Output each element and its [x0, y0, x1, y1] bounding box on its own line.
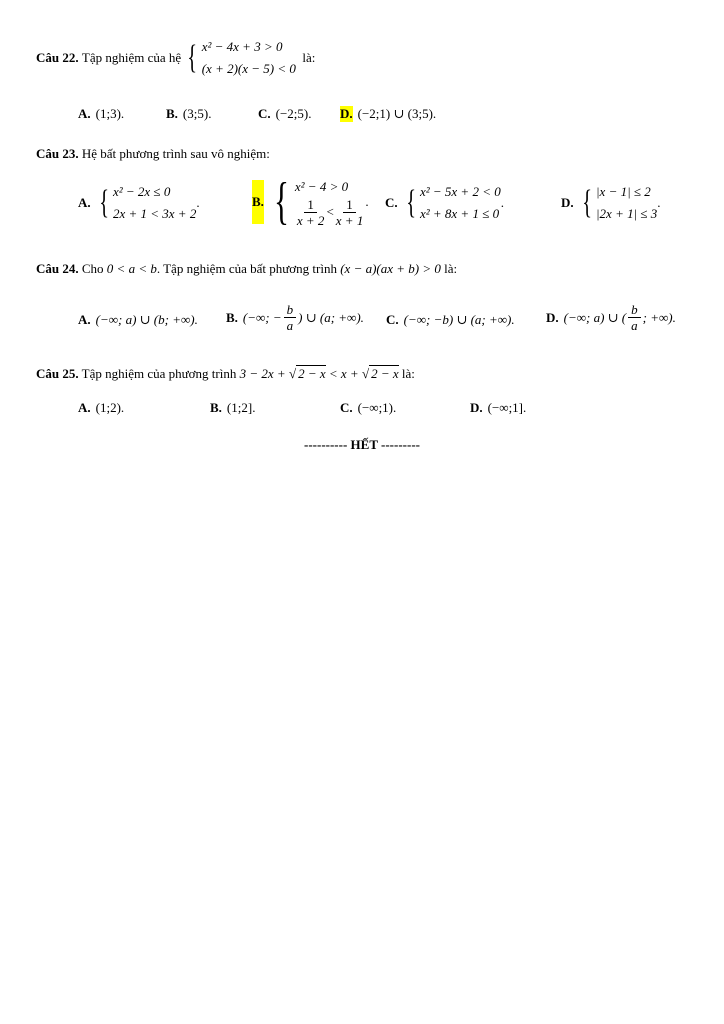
q23-option-b-fraction-2 [336, 197, 364, 228]
question-23 [36, 146, 270, 162]
q22-option-a-value: (1;3). [95, 106, 125, 121]
question-22-system: { x² − 4x + 3 > 0 (x + 2)(x − 5) < 0 [184, 36, 296, 80]
q25-option-c-label: C. [340, 400, 353, 415]
question-24-label: Câu 24. [36, 261, 79, 276]
q23-option-a-row-1: x² − 2x ≤ 0 [112, 184, 171, 199]
question-25-equation: 3 − 2x + √ 2 − x < x + √ 2 − x [239, 366, 399, 381]
q24-option-b-fraction-den: a [286, 318, 294, 333]
question-24-text-mid: . Tập nghiệm của bất phương trình [156, 261, 337, 276]
q24-option-d-post: ; +∞). [642, 309, 676, 325]
q25-option-c-value: (−∞;1). [357, 400, 397, 415]
question-23-label: Câu 23. [36, 146, 79, 161]
q24-option-b-fraction [284, 302, 297, 333]
q24-option-d[interactable] [546, 302, 676, 333]
q25-option-a[interactable] [78, 400, 124, 416]
q23-option-a-label: A. [78, 195, 91, 210]
question-25-sqrt-2: 2 − x [371, 366, 399, 381]
q22-option-d-label-highlighted: D. [340, 106, 353, 121]
q22-option-a[interactable] [78, 106, 124, 122]
q23-option-b[interactable]: B. { x² − 4 > 0 $\frac{1}{x + 2}$ < $\frac{1}{x + 1}$ . [252, 173, 369, 230]
q22-option-d[interactable] [340, 106, 436, 122]
q24-option-b-pre: (−∞; − [242, 309, 282, 325]
q25-option-b-label: B. [210, 400, 222, 415]
q23-option-b-fraction-1-den: x + 2 [296, 212, 325, 228]
q23-option-d-label: D. [561, 195, 574, 210]
question-22-suffix: là: [302, 50, 316, 65]
q23-option-d-row-2: |2x + 1| ≤ 3 [595, 206, 658, 221]
q24-option-d-fraction [628, 302, 641, 333]
q23-option-c[interactable]: C. { x² − 5x + 2 < 0 x² + 8x + 1 ≤ 0 . [385, 181, 504, 225]
question-24 [36, 261, 457, 277]
q22-option-b[interactable] [166, 106, 211, 122]
question-25 [36, 366, 415, 382]
question-25-suffix: là: [401, 366, 415, 381]
q22-option-c-label: C. [258, 106, 271, 121]
question-22 [36, 36, 315, 80]
q24-option-c[interactable] [386, 312, 515, 328]
question-23-text: Hệ bất phương trình sau vô nghiệm: [81, 146, 270, 161]
q24-option-d-fraction-den: a [631, 318, 638, 333]
question-22-text: Tập nghiệm của hệ [81, 50, 182, 65]
q22-option-b-value: (3;5). [182, 106, 212, 121]
q22-option-b-label: B. [166, 106, 178, 121]
q24-option-d-pre: (−∞; a) ∪ ( [563, 309, 627, 325]
question-22-system-row-2: (x + 2)(x − 5) < 0 [201, 61, 296, 76]
q23-option-c-row-2: x² + 8x + 1 ≤ 0 [419, 206, 500, 221]
q22-option-c[interactable] [258, 106, 312, 122]
question-22-label: Câu 22. [36, 50, 79, 65]
q23-option-a[interactable]: A. { x² − 2x ≤ 0 2x + 1 < 3x + 2 . [78, 181, 200, 225]
q25-option-b[interactable] [210, 400, 255, 416]
q24-option-c-label: C. [386, 312, 399, 327]
q25-option-d-value: (−∞;1]. [487, 400, 527, 415]
question-24-condition: 0 < a < b [106, 261, 157, 276]
q24-option-b-post: ) ∪ (a; +∞). [298, 309, 364, 325]
question-25-label: Câu 25. [36, 366, 79, 381]
q23-option-b-fraction-1 [297, 197, 325, 228]
q24-option-b-fraction-num: b [284, 302, 297, 318]
q24-option-c-value: (−∞; −b) ∪ (a; +∞). [403, 312, 515, 327]
q24-option-a[interactable] [78, 312, 198, 328]
q25-option-c[interactable] [340, 400, 396, 416]
q25-option-a-label: A. [78, 400, 91, 415]
q23-option-b-label-highlighted: B. [252, 180, 264, 224]
q24-option-a-label: A. [78, 312, 91, 327]
q25-option-d[interactable] [470, 400, 526, 416]
q23-option-d[interactable]: D. { |x − 1| ≤ 2 |2x + 1| ≤ 3 . [561, 181, 661, 225]
question-25-text: Tập nghiệm của phương trình [81, 366, 237, 381]
q22-option-d-value: (−2;1) ∪ (3;5). [357, 106, 437, 121]
q23-option-a-row-2: 2x + 1 < 3x + 2 [112, 206, 197, 221]
q23-option-c-row-1: x² − 5x + 2 < 0 [419, 184, 501, 199]
q24-option-d-fraction-num: b [628, 302, 641, 318]
question-25-eq-part-2: < x + [325, 366, 362, 381]
question-25-sqrt-1: 2 − x [298, 366, 326, 381]
q25-option-b-value: (1;2]. [226, 400, 256, 415]
q23-option-b-fraction-2-num: 1 [343, 197, 356, 213]
q22-option-c-value: (−2;5). [275, 106, 312, 121]
q24-option-b[interactable] [226, 302, 364, 333]
q23-option-b-less-than: < [326, 204, 334, 219]
q25-option-d-label: D. [470, 400, 483, 415]
question-24-suffix: là: [444, 261, 458, 276]
q24-option-d-label: D. [546, 309, 559, 325]
q24-option-b-label: B. [226, 309, 238, 325]
question-24-text-before: Cho [81, 261, 104, 276]
q23-option-b-row-1: x² − 4 > 0 [294, 178, 349, 194]
q25-option-a-value: (1;2). [95, 400, 125, 415]
q22-option-a-label: A. [78, 106, 91, 121]
end-marker: ---------- HẾT --------- [304, 437, 420, 452]
question-24-inequality: (x − a)(ax + b) > 0 [340, 261, 441, 276]
question-22-system-row-1: x² − 4x + 3 > 0 [201, 39, 283, 54]
q23-option-c-label: C. [385, 195, 398, 210]
q23-option-b-fraction-2-den: x + 1 [335, 212, 364, 228]
q23-option-d-row-1: |x − 1| ≤ 2 [595, 184, 651, 199]
q23-option-b-fraction-1-num: 1 [304, 197, 317, 213]
q24-option-a-value: (−∞; a) ∪ (b; +∞). [95, 312, 198, 327]
question-25-eq-part-1: 3 − 2x + [239, 366, 289, 381]
